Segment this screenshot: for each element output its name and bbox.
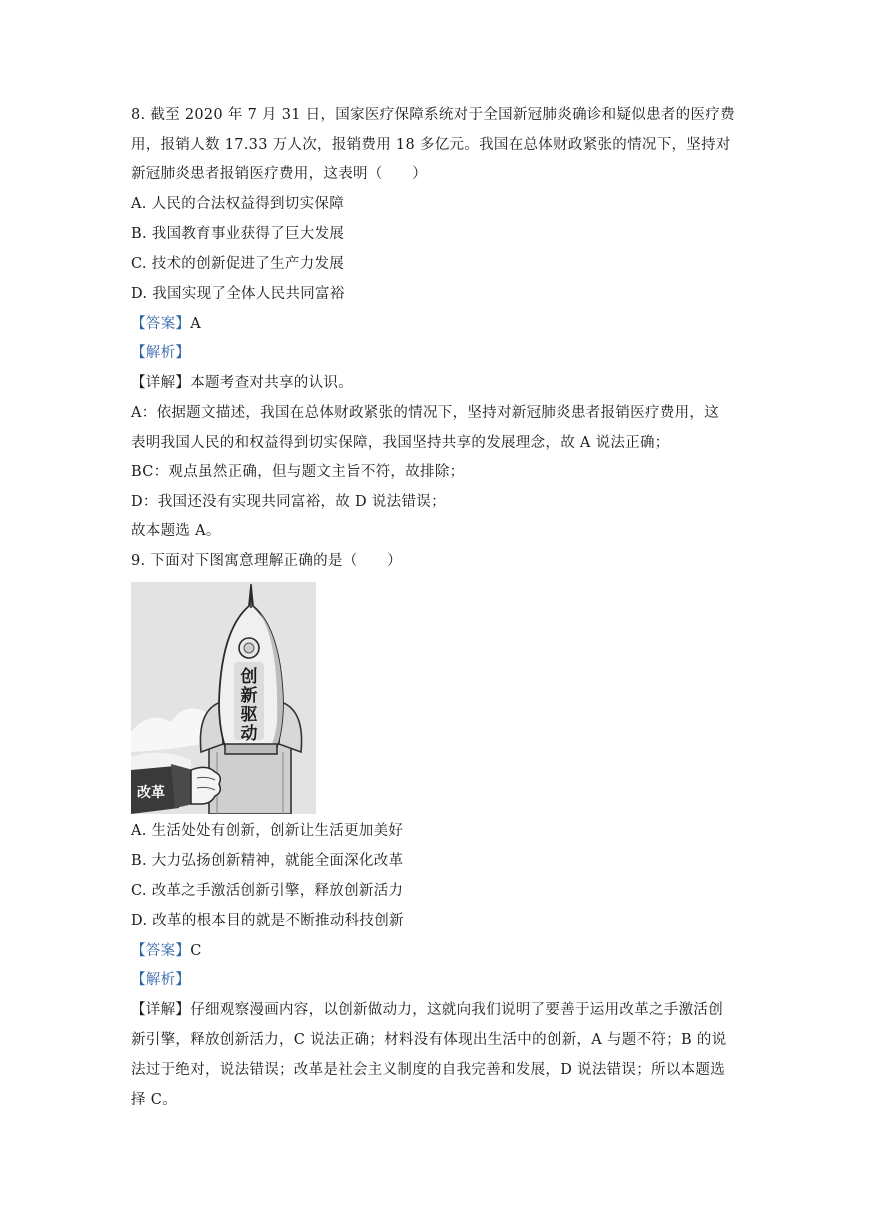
- rocket-char: 创: [240, 667, 258, 687]
- rocket-char: 动: [240, 724, 258, 744]
- q9-stem-line: 9. 下面对下图寓意理解正确的是（ ）: [131, 553, 402, 569]
- q8-analysis-label: 【解析】: [131, 345, 191, 361]
- q8-option-a: A. 人民的合法权益得到切实保障: [131, 196, 344, 212]
- q9-answer: [131, 941, 743, 961]
- rocket-char: 驱: [240, 705, 258, 725]
- q9-option-c: C. 改革之手激活创新引擎，释放创新活力: [131, 883, 404, 899]
- q8-detail-line: 表明我国人民的和权益得到切实保障，我国坚持共享的发展理念，故 A 说法正确；: [131, 435, 670, 451]
- q9-option-d: D. 改革的根本目的就是不断推动科技创新: [131, 913, 404, 929]
- q8-detail-line: 【详解】本题考查对共享的认识。: [131, 375, 353, 391]
- q8-option-b: B. 我国教育事业获得了巨大发展: [131, 226, 345, 242]
- q8-answer: [131, 314, 743, 334]
- q9-detail-line: 择 C。: [131, 1092, 177, 1108]
- q8-detail-line: BC：观点虽然正确，但与题文主旨不符，故排除；: [131, 464, 465, 480]
- q8-stem-line: 新冠肺炎患者报销医疗费用，这表明（ ）: [131, 166, 427, 182]
- q8-detail-line: D：我国还没有实现共同富裕，故 D 说法错误；: [131, 494, 446, 510]
- q9-detail-line: 新引擎，释放创新活力，C 说法正确；材料没有体现出生活中的创新，A 与题不符；B 的说: [131, 1032, 727, 1048]
- q8-detail-line: A：依据题文描述，我国在总体财政紧张的情况下，坚持对新冠肺炎患者报销医疗费用，这: [131, 405, 719, 421]
- q9-detail-line: 法过于绝对，说法错误；改革是社会主义制度的自我完善和发展，D 说法错误；所以本题选: [131, 1062, 726, 1078]
- answer-label: 【答案】: [131, 316, 191, 332]
- q8-option-c: C. 技术的创新促进了生产力发展: [131, 256, 345, 272]
- answer-value: C: [190, 943, 202, 959]
- rocket-cartoon: [131, 582, 316, 814]
- q9-option-a: A. 生活处处有创新，创新让生活更加美好: [131, 823, 404, 839]
- q8-stem-line: 用，报销人数 17.33 万人次，报销费用 18 多亿元。我国在总体财政紧张的情况下，坚持对: [131, 137, 731, 153]
- rocket-char: 新: [240, 686, 258, 706]
- q9-detail-line: 【详解】仔细观察漫画内容，以创新做动力，这就向我们说明了要善于运用改革之手激活创: [131, 1002, 723, 1018]
- q8-option-d: D. 我国实现了全体人民共同富裕: [131, 286, 345, 302]
- answer-label: 【答案】: [131, 943, 191, 959]
- q8-detail-line: 故本题选 A。: [131, 523, 221, 539]
- answer-value: A: [190, 316, 201, 332]
- sleeve-label: 改革: [137, 785, 165, 801]
- q9-analysis-label: 【解析】: [131, 972, 191, 988]
- q9-option-b: B. 大力弘扬创新精神，就能全面深化改革: [131, 853, 404, 869]
- q8-stem-line: 8. 截至 2020 年 7 月 31 日，国家医疗保障系统对于全国新冠肺炎确诊和疑似患者的医疗费: [131, 107, 735, 123]
